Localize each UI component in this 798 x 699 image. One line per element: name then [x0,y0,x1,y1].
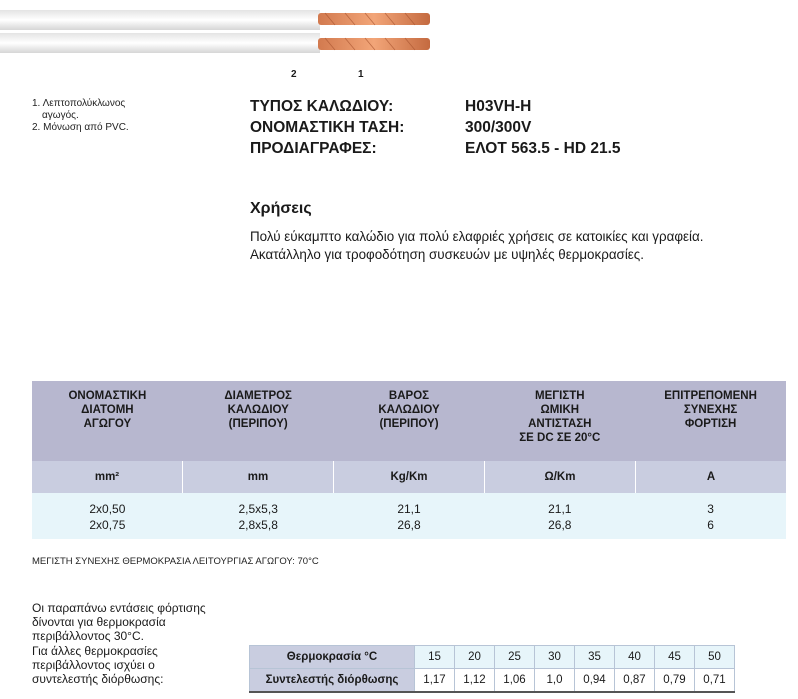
legend [32,98,129,134]
factor-cell: 0,87 [615,669,655,693]
temperature-label: Θερμοκρασία °C [250,646,415,669]
table-header-row [32,381,786,461]
cable-illustration [0,0,440,80]
table-cell: 26,8 [548,518,572,532]
table-cell: 2,5x5,3 [238,502,278,516]
paragraph-line: δίνονται για θερμοκρασία [32,615,166,630]
spec-row [250,138,621,159]
uses-title: Χρήσεις [250,200,312,217]
correction-factor-table [249,645,735,693]
table-cell: 6 [707,518,714,532]
table-cell: 2x0,50 [89,502,126,516]
table-cell: 21,1 [548,502,572,516]
temperature-cell: 25 [495,646,535,669]
factor-label: Συντελεστής διόρθωσης [250,669,415,693]
unit-cell: Ω/Km [484,461,635,493]
data-column [32,493,183,539]
header-cross-section: ΟΝΟΜΑΣΤΙΚΗ ΔΙΑΤΟΜΗ ΑΓΩΓΟΥ [68,390,147,430]
data-column [183,493,334,539]
temperature-cell: 20 [455,646,495,669]
table-cell: 26,8 [397,518,421,532]
paragraph-line: περιβάλλοντος ισχύει ο [32,657,155,672]
header-diameter: ΔΙΑΜΕΤΡΟΣ ΚΑΛΩΔΙΟΥ (ΠΕΡΙΠΟΥ) [224,390,292,430]
temperature-cell: 45 [655,646,695,669]
temperature-cell: 15 [415,646,455,669]
factor-cell: 0,71 [695,669,735,693]
paragraph-line: Για άλλες θερμοκρασίες [32,643,158,658]
table-cell: 2,8x5,8 [238,518,278,532]
spec-label: ΟΝΟΜΑΣΤΙΚΗ ΤΑΣΗ: [250,119,405,136]
table-cell: 21,1 [397,502,421,516]
temperature-row [250,646,735,669]
cable-specs [250,96,621,159]
temperature-cell: 30 [535,646,575,669]
data-column [635,493,786,539]
uses-text [250,228,790,264]
spec-label: ΠΡΟΔΙΑΓΡΑΦΕΣ: [250,140,377,157]
spec-row [250,96,621,117]
spec-row [250,117,621,138]
unit-cell: Kg/Km [333,461,484,493]
paragraph-line: Οι παραπάνω εντάσεις φόρτισης [32,601,206,615]
cable-insulation-lower [0,33,320,53]
header-resistance: ΜΕΓΙΣΤΗ ΩΜΙΚΗ ΑΝΤΙΣΤΑΣΗ ΣΕ DC ΣΕ 20°C [519,390,601,444]
factor-row [250,669,735,693]
spec-label: ΤΥΠΟΣ ΚΑΛΩΔΙΟΥ: [250,98,394,115]
uses-line: Πολύ εύκαμπτο καλώδιο για πολύ ελαφριές χρήσεις σε κατοικίες και γραφεία. [250,229,704,244]
factor-cell: 1,17 [415,669,455,693]
legend-line: 2. Μόνωση από PVC. [32,122,129,133]
temperature-cell: 50 [695,646,735,669]
header-current: ΕΠΙΤΡΕΠΟΜΕΝΗ ΣΥΝΕΧΗΣ ΦΟΡΤΙΣΗ [664,390,757,430]
temperature-cell: 35 [575,646,615,669]
spec-value: ΕΛΟΤ 563.5 - HD 21.5 [465,140,621,157]
factor-cell: 1,06 [495,669,535,693]
spec-value: 300/300V [465,119,532,136]
uses-line: Ακατάλληλο για τροφοδότηση συσκευών με υψηλές θερμοκρασίες. [250,247,644,262]
unit-cell: mm [182,461,333,493]
unit-cell: mm² [94,471,120,483]
data-column [334,493,485,539]
table-units-row [32,461,786,493]
paragraph-line: περιβάλλοντος 30°C. [32,629,144,644]
table-cell: 3 [707,502,714,516]
table-data-rows [32,493,786,539]
max-temperature-note: ΜΕΓΙΣΤΗ ΣΥΝΕΧΗΣ ΘΕΡΜΟΚΡΑΣΙΑ ΛΕΙΤΟΥΡΓΙΑΣ ΑΓΩΓΟΥ: 70°C [32,556,319,567]
factor-cell: 0,94 [575,669,615,693]
callout-2: 2 [291,69,297,80]
factor-cell: 1,12 [455,669,495,693]
unit-cell: A [635,461,786,493]
legend-line: αγωγός. [42,110,79,121]
factor-cell: 0,79 [655,669,695,693]
cable-insulation-upper [0,10,320,30]
temperature-cell: 40 [615,646,655,669]
cable-data-table [32,381,786,539]
paragraph-line: συντελεστής διόρθωσης: [32,672,164,687]
correction-paragraph [32,601,242,686]
data-column [484,493,635,539]
spec-value: H03VH-H [465,98,532,115]
factor-cell: 1,0 [535,669,575,693]
callout-1: 1 [358,69,364,80]
legend-line: 1. Λεπτοπολύκλωνος [32,98,126,109]
table-cell: 2x0,75 [89,518,126,532]
header-weight: ΒΑΡΟΣ ΚΑΛΩΔΙΟΥ (ΠΕΡΙΠΟΥ) [378,390,440,430]
